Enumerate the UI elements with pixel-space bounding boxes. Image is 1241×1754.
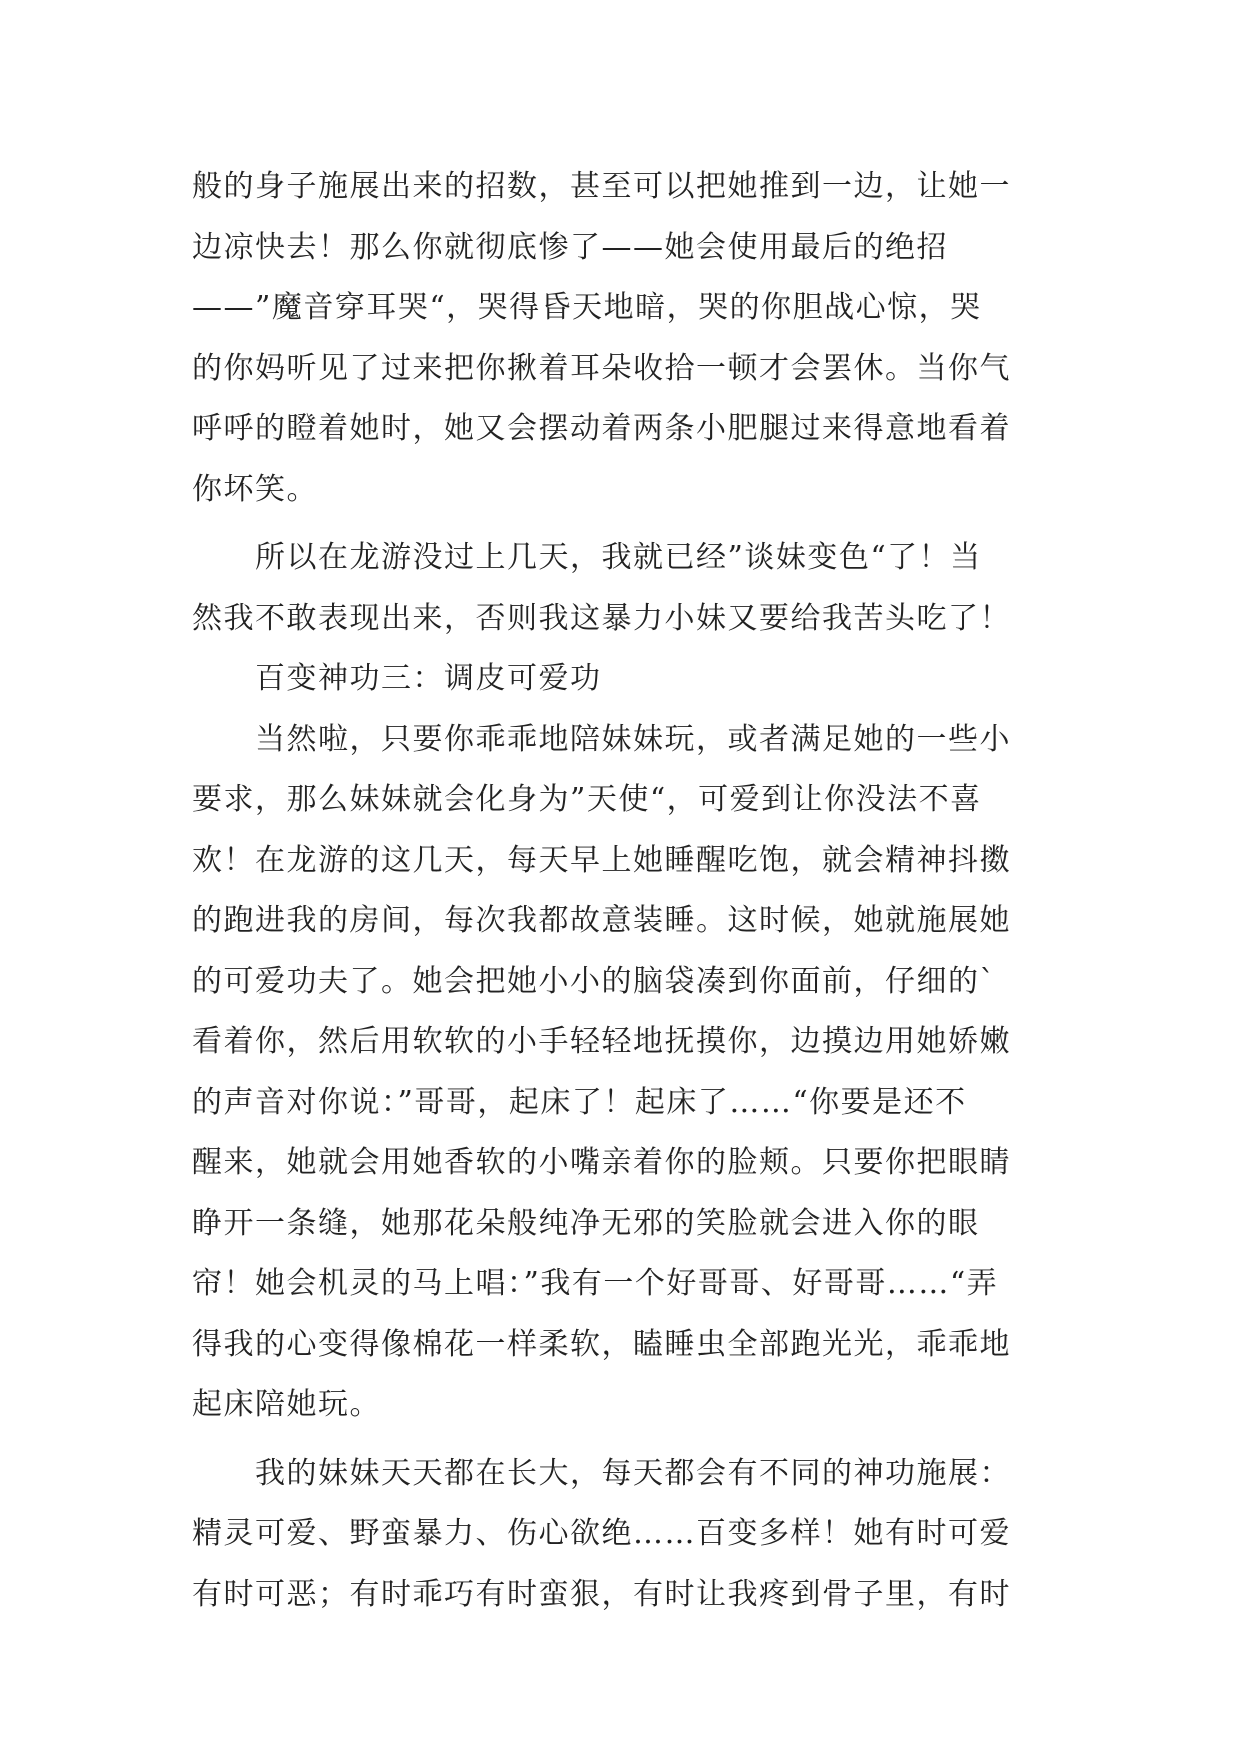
text-line: 要求，那么妹妹就会化身为”天使“，可爱到让你没法不喜 — [192, 782, 982, 817]
text-line: 你坏笑。 — [192, 471, 318, 507]
text-line: 醒来，她就会用她香软的小嘴亲着你的脸颊。只要你把眼睛 — [192, 1145, 1011, 1180]
text-line: 帘！她会机灵的马上唱：”我有一个好哥哥、好哥哥……“弄 — [192, 1266, 999, 1301]
text-line: 得我的心变得像棉花一样柔软，瞌睡虫全部跑光光，乖乖地 — [192, 1326, 1011, 1362]
text-line: 欢！在龙游的这几天，每天早上她睡醒吃饱，就会精神抖擞 — [192, 842, 1011, 878]
text-line: 睁开一条缝，她那花朵般纯净无邪的笑脸就会进入你的眼 — [192, 1205, 980, 1241]
text-line: 边凉快去！那么你就彻底惨了——她会使用最后的绝招 — [192, 229, 948, 265]
text-line: 的跑进我的房间，每次我都故意装睡。这时候，她就施展她 — [192, 903, 1011, 938]
text-line: 所以在龙游没过上几天，我就已经”谈妹变色“了！当 — [192, 540, 982, 575]
text-line: 我的妹妹天天都在长大，每天都会有不同的神功施展： — [192, 1455, 1011, 1491]
text-line: 起床陪她玩。 — [192, 1387, 381, 1422]
text-line: 呼呼的瞪着她时，她又会摆动着两条小肥腿过来得意地看着 — [192, 411, 1011, 446]
text-line: 的可爱功夫了。她会把她小小的脑袋凑到你面前，仔细的` — [192, 963, 996, 999]
text-line: 精灵可爱、野蛮暴力、伤心欲绝……百变多样！她有时可爱 — [192, 1516, 1011, 1551]
text-line: 看着你，然后用软软的小手轻轻地抚摸你，边摸边用她娇嫩 — [192, 1024, 1011, 1059]
section-heading: 百变神功三：调皮可爱功 — [192, 661, 602, 696]
text-line: ——”魔音穿耳哭“，哭得昏天地暗，哭的你胆战心惊，哭 — [192, 290, 982, 325]
text-line: 有时可恶；有时乖巧有时蛮狠，有时让我疼到骨子里，有时 — [192, 1576, 1011, 1612]
text-line: 然我不敢表现出来，否则我这暴力小妹又要给我苦头吃了！ — [192, 600, 1011, 636]
text-line: 的你妈听见了过来把你揪着耳朵收拾一顿才会罢休。当你气 — [192, 350, 1011, 386]
paragraph-gap — [192, 1436, 1062, 1444]
text-line: 的声音对你说：”哥哥，起床了！起床了……“你要是还不 — [192, 1084, 967, 1120]
text-line: 般的身子施展出来的招数，甚至可以把她推到一边，让她一 — [192, 169, 1011, 204]
text-line: 当然啦，只要你乖乖地陪妹妹玩，或者满足她的一些小 — [192, 721, 1011, 757]
paragraph-gap — [192, 520, 1062, 528]
document-body — [192, 157, 1062, 1625]
